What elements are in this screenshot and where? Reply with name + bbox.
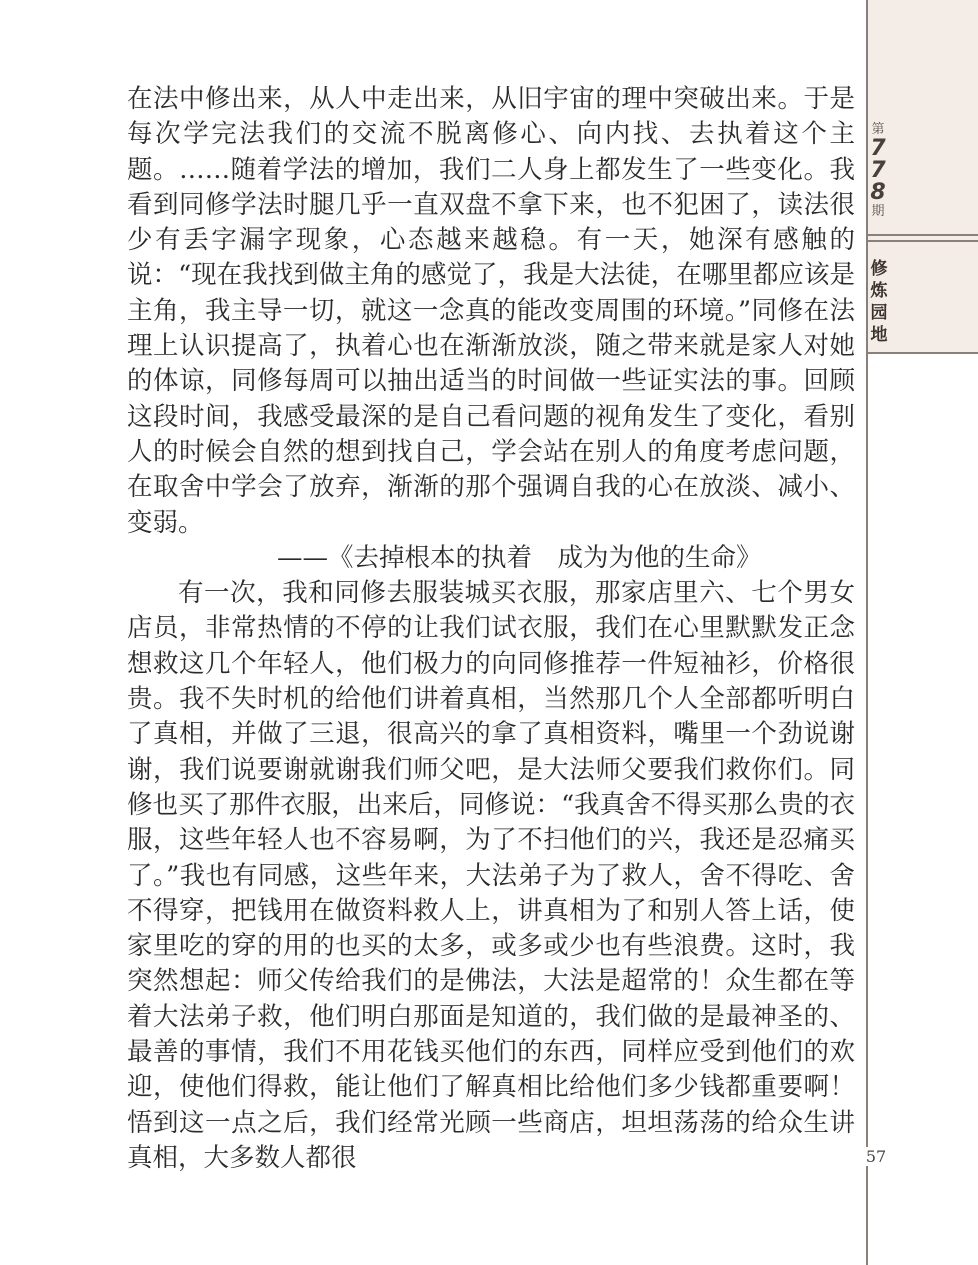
section-char-2: 炼 (870, 281, 888, 301)
page-number: 57 (858, 1147, 894, 1166)
issue-suffix: 期 (871, 204, 885, 219)
issue-digit-1: 7 (870, 136, 886, 161)
panel-rule-top-double (866, 240, 978, 242)
issue-digit-2: 7 (870, 158, 886, 183)
paragraph-1: 在法中修出来，从人中走出来，从旧宇宙的理中突破出来。于是每次学完法我们的交流不脱离修心、向内找、去执着这个主题。……随着学法的增加，我们二人身上都发生了一些变化。我看到同修学法时腿几乎一直双盘不拿下来，也不犯困了，读法很少有丢字漏字现象，心态越来越稳。有一天，她深有感触的说：“现在我找到做主角的感觉了，我是大法徒，在哪里都应该是主角，我主导一切，就这一念真的能改变周围的环境。”同修在法理上认识提高了，执着心也在渐渐放淡，随之带来就是家人对她的体谅，同修每周可以抽出适当的时间做一些证实法的事。回顾这段时间，我感受最深的是自己看问题的视角发生了变化，看别人的时候会自然的想到找自己，学会站在别人的角度考虑问题，在取舍中学会了放弃，渐渐的那个强调自我的心在放淡、减小、变弱。 (127, 84, 855, 538)
panel-rule-top (866, 234, 978, 236)
paragraph-2: 有一次，我和同修去服装城买衣服，那家店里六、七个男女店员，非常热情的不停的让我们试衣服，我们在心里默默发正念想救这几个年轻人，他们极力的向同修推荐一件短袖衫，价格很贵。我不失时机的给他们讲着真相，当然那几个人全部都听明白了真相，并做了三退，很高兴的拿了真相资料，嘴里一个劲说谢谢，我们说要谢就谢我们师父吧，是大法师父要我们救你们。同修也买了那件衣服，出来后，同修说：“我真舍不得买那么贵的衣服，这些年轻人也不容易啊，为了不扫他们的兴，我还是忍痛买了。”我也有同感，这些年来，大法弟子为了救人，舍不得吃、舍不得穿，把钱用在做资料救人上，讲真相为了和别人答上话，使家里吃的穿的用的也买的太多，或多或少也有些浪费。这时，我突然想起：师父传给我们的是佛法，大法是超常的！众生都在等着大法弟子救，他们明白那面是知道的，我们做的是最神圣的、最善的事情，我们不用花钱买他们的东西，同样应受到他们的欢迎，使他们得救，能让他们了解真相比给他们多少钱都重要啊！悟到这一点之后，我们经常光顾一些商店，坦坦荡荡的给众生讲真相，大多数人都很 (127, 578, 855, 1173)
section-char-3: 园 (870, 303, 888, 323)
section-title (866, 258, 892, 346)
issue-prefix: 第 (871, 122, 885, 137)
source-citation: ——《去掉根本的执着 成为为他的生命》 (277, 542, 762, 573)
issue-digit-3: 8 (870, 180, 886, 205)
panel-rule-bottom (866, 352, 978, 354)
section-char-4: 地 (870, 325, 888, 345)
article-body (127, 82, 855, 1176)
section-char-1: 修 (870, 259, 888, 279)
issue-number (866, 122, 890, 220)
